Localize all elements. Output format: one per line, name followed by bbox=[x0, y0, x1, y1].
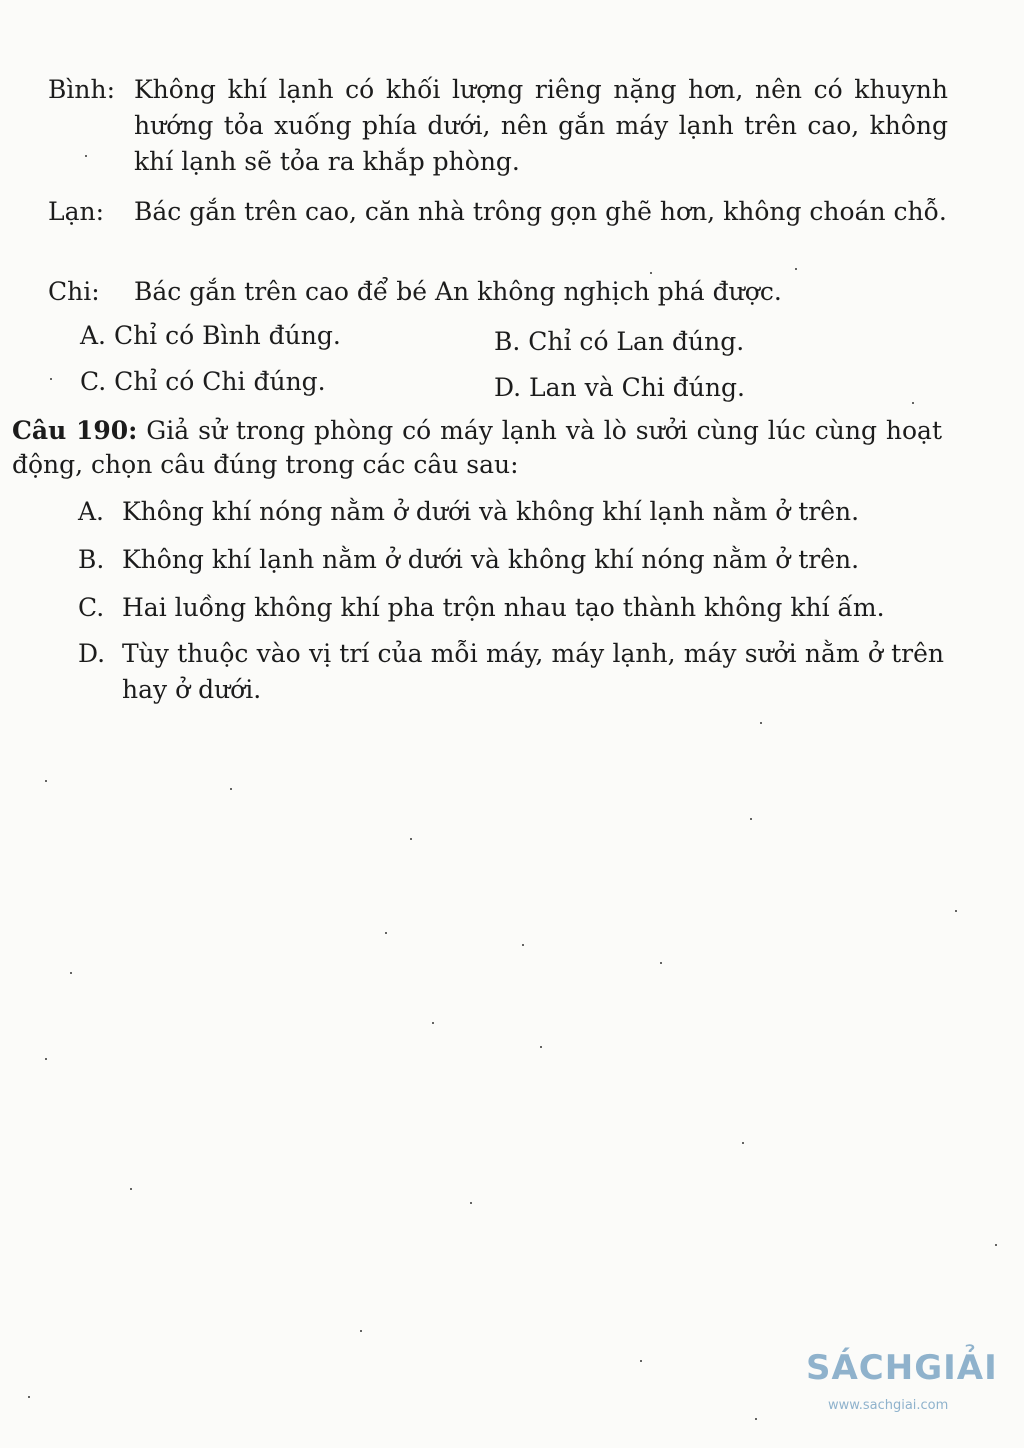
speaker-label: Bình: bbox=[48, 75, 115, 104]
answer-c bbox=[78, 590, 944, 626]
speaker-text: Bác gắn trên cao, căn nhà trông gọn ghẽ hơn, không choán chỗ. bbox=[134, 197, 947, 226]
prev-option-a: A. Chỉ có Bình đúng. bbox=[80, 321, 341, 350]
answer-text: Không khí nóng nằm ở dưới và không khí lạnh nằm ở trên. bbox=[122, 497, 860, 526]
prev-option-d: D. Lan và Chi đúng. bbox=[494, 373, 745, 402]
answer-text: Hai luồng không khí pha trộn nhau tạo thành không khí ấm. bbox=[122, 593, 885, 622]
answer-b bbox=[78, 542, 944, 578]
dialogue-chi bbox=[48, 274, 948, 310]
answer-text: Tùy thuộc vào vị trí của mỗi máy, máy lạnh, máy sưởi nằm ở trên hay ở dưới. bbox=[122, 639, 944, 704]
answer-letter: D. bbox=[78, 639, 106, 668]
question-text: Giả sử trong phòng có máy lạnh và lò sưởi cùng lúc cùng hoạt động, chọn câu đúng trong các câu sau: bbox=[12, 416, 942, 479]
answer-text: Không khí lạnh nằm ở dưới và không khí nóng nằm ở trên. bbox=[122, 545, 860, 574]
dialogue-binh bbox=[48, 72, 948, 180]
watermark-brand: SÁCHGIẢI bbox=[806, 1348, 998, 1388]
answer-d bbox=[78, 636, 944, 708]
answer-letter: C. bbox=[78, 593, 105, 622]
answer-a bbox=[78, 494, 944, 530]
question-label: Câu 190: bbox=[12, 416, 138, 445]
dialogue-lan bbox=[48, 194, 948, 230]
prev-option-c: C. Chỉ có Chi đúng. bbox=[80, 367, 326, 396]
watermark-url: www.sachgiai.com bbox=[828, 1398, 949, 1413]
watermark-logo bbox=[806, 1348, 1016, 1428]
speaker-text: Bác gắn trên cao để bé An không nghịch phá được. bbox=[134, 277, 782, 306]
prev-option-b: B. Chỉ có Lan đúng. bbox=[494, 327, 745, 356]
speaker-text: Không khí lạnh có khối lượng riêng nặng hơn, nên có khuynh hướng tỏa xuống phía dưới, nên gắn máy lạnh trên cao, không khí lạnh sẽ tỏa ra khắp phòng. bbox=[134, 75, 948, 176]
answer-letter: A. bbox=[78, 497, 105, 526]
question-190 bbox=[12, 414, 942, 482]
answer-letter: B. bbox=[78, 545, 105, 574]
speaker-label: Lạn: bbox=[48, 197, 105, 226]
speaker-label: Chi: bbox=[48, 277, 100, 306]
